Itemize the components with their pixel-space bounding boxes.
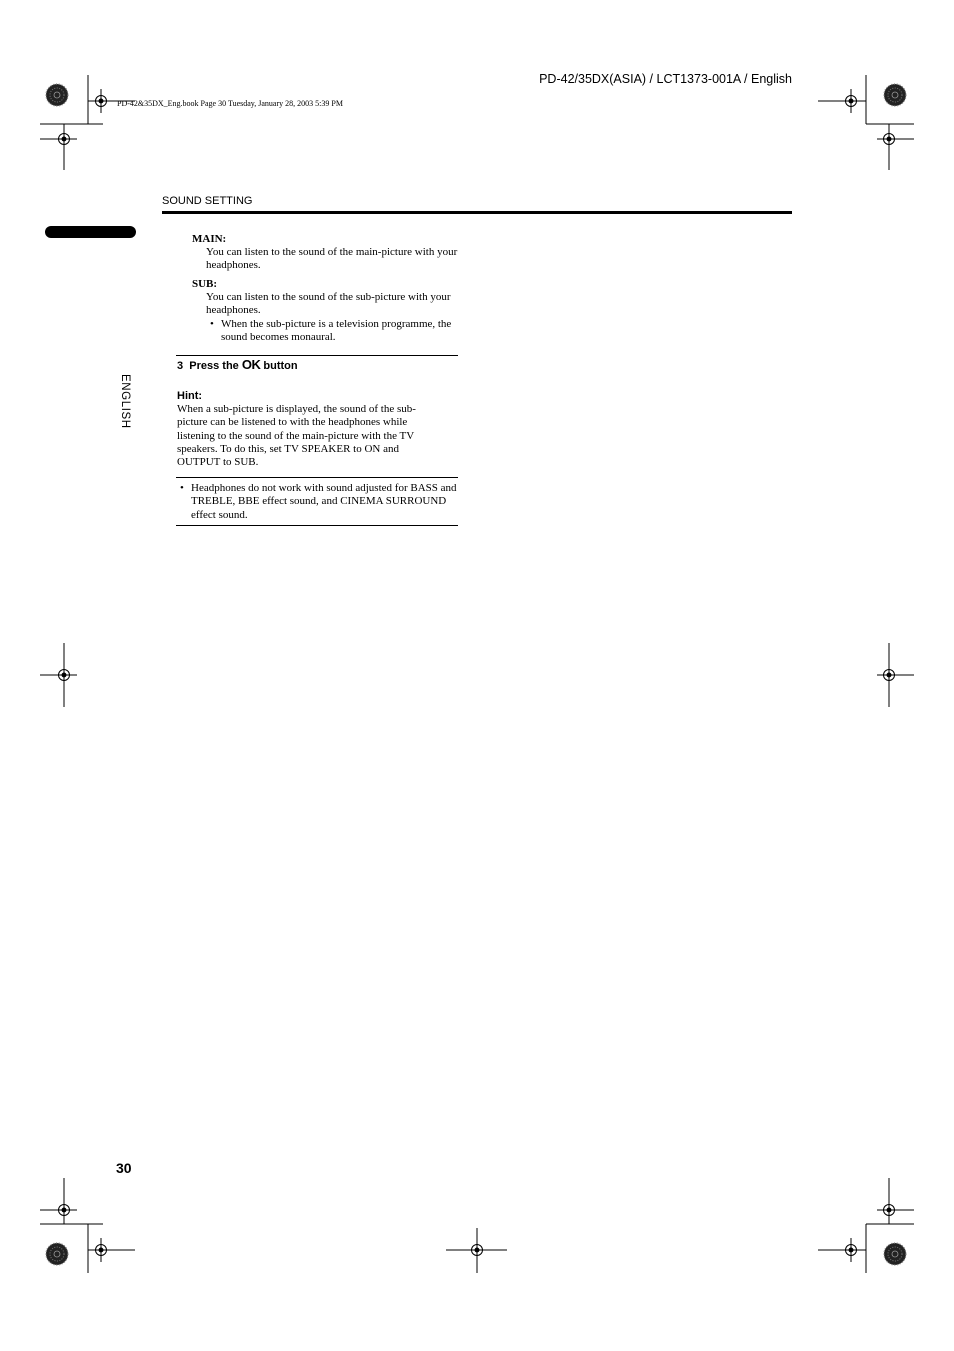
document-id: PD-42/35DX(ASIA) / LCT1373-001A / English xyxy=(539,72,792,86)
sub-description: You can listen to the sound of the sub-picture with your headphones. xyxy=(206,291,451,317)
registration-mark-middle-right xyxy=(877,663,901,687)
step-suffix: button xyxy=(263,360,298,372)
main-description: You can listen to the sound of the main-picture with your headphones. xyxy=(206,246,458,272)
step-instruction xyxy=(177,357,298,372)
note-item xyxy=(180,482,469,522)
registration-mark-bottom-left-b xyxy=(52,1198,76,1222)
bullet-glyph: • xyxy=(210,318,214,330)
registration-mark-bottom-center xyxy=(465,1238,489,1262)
note-text: Headphones do not work with sound adjusted for BASS and TREBLE, BBE effect sound, and CINEMA SURROUND effect sound. xyxy=(191,482,457,521)
registration-mark-bottom-right-a xyxy=(839,1238,863,1262)
registration-mark-middle-left xyxy=(52,663,76,687)
section-rule xyxy=(162,211,792,214)
step-divider xyxy=(176,355,458,356)
note-divider-bottom xyxy=(176,525,458,526)
hint-text: When a sub-picture is displayed, the sound of the sub-picture can be listened to with the headphones while listening to the sound of the main-picture with the TV speakers. To do this, set TV SPEAKER to ON and OUTPUT to SUB. xyxy=(177,403,416,469)
note-divider-top xyxy=(176,477,458,478)
registration-mark-top-right-b xyxy=(877,127,901,151)
book-stamp: PD-42&35DX_Eng.book Page 30 Tuesday, January 28, 2003 5:39 PM xyxy=(117,99,343,108)
registration-mark-top-right-a xyxy=(839,89,863,113)
registration-star-top-left xyxy=(46,84,68,106)
registration-star-bottom-right xyxy=(884,1243,906,1265)
registration-star-top-right xyxy=(884,84,906,106)
side-language-label: ENGLISH xyxy=(119,374,131,429)
sub-bullet-item xyxy=(210,318,471,345)
bullet-glyph: • xyxy=(180,482,184,494)
ok-key-label: OK xyxy=(241,357,261,372)
registration-mark-top-left-b xyxy=(52,127,76,151)
hint-label: Hint: xyxy=(177,390,203,402)
sub-term: SUB: xyxy=(192,278,218,290)
main-term: MAIN: xyxy=(192,233,227,245)
section-title: SOUND SETTING xyxy=(162,195,253,207)
registration-mark-top-left-a xyxy=(89,89,113,113)
step-prefix: Press the xyxy=(189,360,239,372)
side-tab-marker xyxy=(45,226,136,238)
page-number: 30 xyxy=(116,1160,132,1176)
registration-mark-bottom-left-a xyxy=(89,1238,113,1262)
registration-mark-bottom-right-b xyxy=(877,1198,901,1222)
sub-bullet-text: When the sub-picture is a television programme, the sound becomes monaural. xyxy=(221,318,452,344)
step-number: 3 xyxy=(177,360,184,372)
registration-star-bottom-left xyxy=(46,1243,68,1265)
